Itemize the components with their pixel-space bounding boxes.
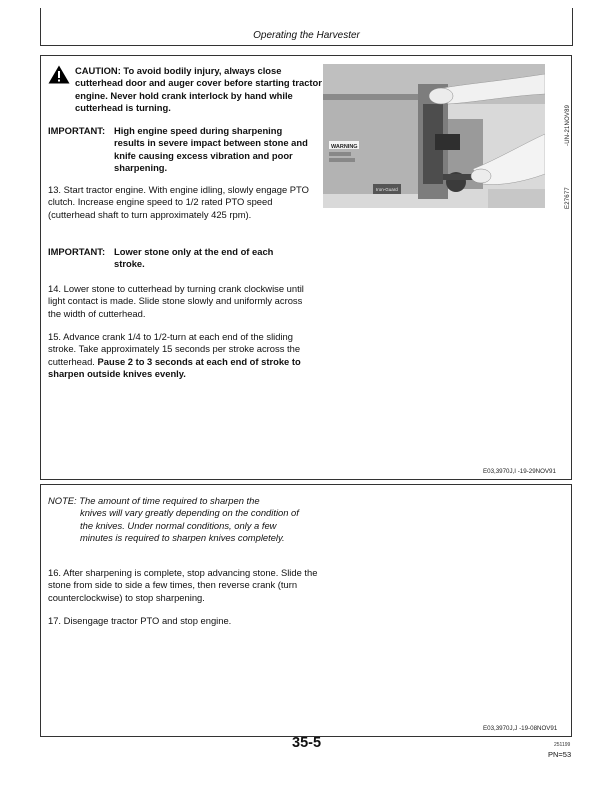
note-line1: The amount of time required to sharpen the xyxy=(79,495,260,506)
note-rest: knives will vary greatly depending on the condition of the knives. Under normal conditions, only a few minutes is required to sharpen knives completely. xyxy=(80,507,299,544)
instruction-block-2 xyxy=(40,484,572,737)
step-14: 14. Lower stone to cutterhead by turning crank clockwise until light contact is made. Slide stone slowly and uniformly across the width of cutterhead. xyxy=(48,283,304,319)
pn-number: PN=53 xyxy=(548,750,572,759)
important-line1: Lower stone only at the end of each xyxy=(114,246,274,257)
important-label: IMPORTANT: xyxy=(48,125,106,136)
sharpening-illustration xyxy=(323,64,545,208)
caution-text: CAUTION: To avoid bodily injury, always close cutterhead door and auger cover before starting tractor engine. Never hold crank interlock by hand while cutterhead is turning. xyxy=(75,65,322,114)
important-rest: results in severe impact between stone and knife causing excess vibration and poor sharpening. xyxy=(114,137,308,174)
step-13: 13. Start tractor engine. With engine idling, slowly engage PTO clutch. Increase engine speed to 1/2 rated PTO speed (cutterhead shaft to turn approximately 425 rpm). xyxy=(48,184,309,220)
step-15-text: 15. Advance crank 1/4 to 1/2-turn at each end of the sliding stroke. Take approximately 15 seconds per stroke across the cutterhead. xyxy=(48,331,301,367)
instruction-block-1 xyxy=(40,55,572,480)
photo-warning-label: WARNING xyxy=(331,144,358,150)
step-15 xyxy=(48,331,316,381)
important-line1: High engine speed during sharpening xyxy=(114,125,283,136)
important-note-2 xyxy=(48,246,323,271)
caution-triangle-icon xyxy=(48,65,70,84)
image-code-top: -UN-21NOV89 xyxy=(565,104,571,146)
note-label: NOTE: xyxy=(48,495,77,506)
image-code-bottom: E27677 xyxy=(565,187,571,209)
step-17: 17. Disengage tractor PTO and stop engine. xyxy=(48,615,232,626)
sharpening-photo xyxy=(323,64,545,208)
block-reference: E03,3970J,I -19-29NOV91 xyxy=(483,468,556,475)
step-15-emphasis: Pause 2 to 3 seconds at each end of stroke to sharpen outside knives evenly. xyxy=(48,355,301,380)
photo-brand-label: Iron-Guard xyxy=(376,187,398,192)
header-divider xyxy=(40,45,573,46)
page-number: 35-5 xyxy=(292,735,322,751)
footer-code: 251199 xyxy=(554,742,571,748)
important-rest: stroke. xyxy=(114,258,145,270)
important-note-1 xyxy=(48,125,323,175)
important-label: IMPORTANT: xyxy=(48,246,106,257)
page-header-title: Operating the Harvester xyxy=(253,30,360,41)
note-block xyxy=(48,495,323,545)
step-16: 16. After sharpening is complete, stop advancing stone. Slide the stone from side to side a few times, then reverse crank (turn counterclockwise) to stop sharpening. xyxy=(48,567,318,603)
block-reference: E03,3970J,J -19-08NOV91 xyxy=(483,725,558,732)
